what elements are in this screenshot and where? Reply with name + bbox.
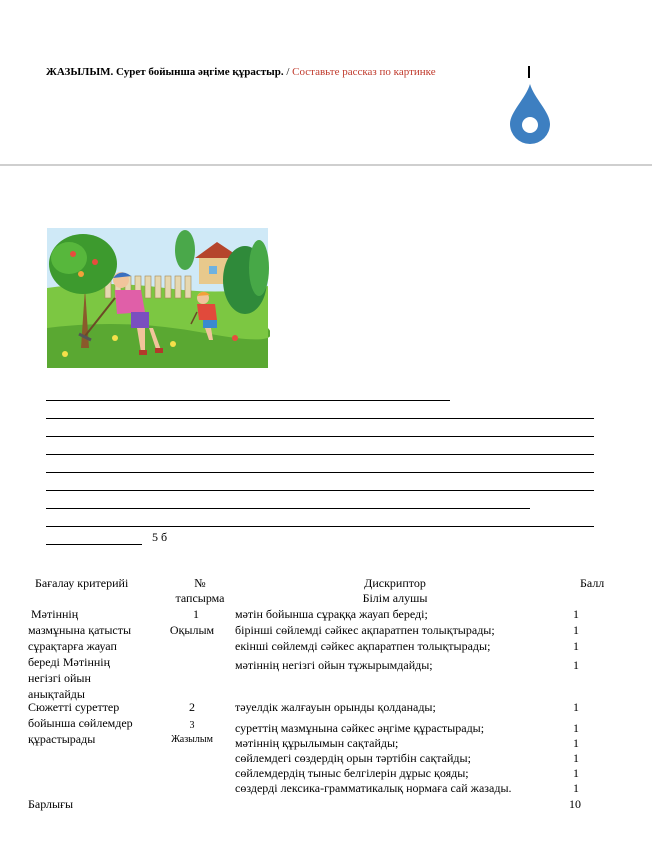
- criteria-1-line: мазмұнына қатысты: [28, 623, 132, 637]
- criteria-1-line: сұрақтарға жауап: [28, 639, 117, 653]
- descriptor-score: 1: [573, 658, 579, 672]
- header-descriptor: Дискриптор: [364, 576, 426, 590]
- criteria-2-line: Сюжетті суреттер: [28, 700, 120, 714]
- descriptor-score: 1: [573, 700, 579, 714]
- header-learner: Білім алушы: [362, 591, 428, 605]
- descriptor-item: мәтіннің негізгі ойын тұжырымдайды;: [235, 658, 433, 672]
- descriptor-score: 1: [573, 766, 579, 780]
- task-title-kz: ЖАЗЫЛЫМ. Сурет бойынша әңгіме құрастыр.: [46, 66, 284, 78]
- descriptor-item: сөйлемдегі сөздердің орын тәртібін сақтайды;: [235, 751, 471, 765]
- task-3-label: Жазылым: [171, 734, 213, 745]
- header-criteria: Бағалау критерийі: [35, 576, 129, 590]
- task-3-number: 3: [189, 720, 195, 731]
- descriptor-score: 1: [573, 623, 579, 637]
- header-score: Балл: [580, 576, 605, 590]
- writing-line: [46, 454, 594, 455]
- total-label: Барлығы: [28, 797, 74, 811]
- writing-line: [46, 526, 594, 527]
- task-1-number: 1: [193, 607, 199, 621]
- writing-line: [46, 400, 450, 401]
- task-title-ru: Составьте рассказ по картинке: [292, 66, 436, 78]
- descriptor-score: 1: [573, 721, 579, 735]
- header-task-label: тапсырма: [175, 591, 225, 605]
- descriptor-score: 1: [573, 781, 579, 795]
- writing-line: [46, 436, 594, 437]
- criteria-2-line: бойынша сөйлемдер: [28, 716, 133, 730]
- writing-line: [46, 418, 594, 419]
- criteria-1-line: Мәтіннің: [31, 607, 79, 621]
- task-2-number: 2: [189, 700, 195, 714]
- descriptor-item: тәуелдік жалғауын орынды қолданады;: [235, 700, 436, 714]
- descriptor-score: 1: [573, 736, 579, 750]
- writing-line: [46, 490, 594, 491]
- descriptor-score: 1: [573, 751, 579, 765]
- descriptor-item: сөйлемдердің тыныс белгілерін дұрыс қояды;: [235, 766, 469, 780]
- task-title-separator: /: [283, 66, 293, 78]
- criteria-1-line: анықтайды: [28, 687, 85, 701]
- writing-line: [46, 508, 530, 509]
- descriptor-item: мәтін бойынша сұраққа жауап береді;: [235, 607, 428, 621]
- criteria-1-line: негізгі ойын: [28, 671, 91, 685]
- criteria-1-line: береді Мәтіннің: [28, 655, 111, 669]
- descriptor-item: мәтіннің құрылымын сақтайды;: [235, 736, 399, 750]
- descriptor-item: екінші сөйлемді сәйкес ақпаратпен толықтырады;: [235, 639, 491, 653]
- header-task-no: №: [194, 576, 206, 590]
- writing-line: [46, 472, 594, 473]
- writing-line-short: [46, 544, 142, 545]
- descriptor-score: 1: [573, 639, 579, 653]
- descriptor-item: бірінші сөйлемді сәйкес ақпаратпен толықтырады;: [235, 623, 495, 637]
- descriptor-score: 1: [573, 607, 579, 621]
- criteria-2-line: құрастырады: [28, 732, 96, 746]
- task-points: 5 б: [152, 530, 168, 544]
- descriptor-item: сөздерді лексика-грамматикалық нормаға сай жазады.: [235, 781, 512, 795]
- writing-area: [46, 0, 606, 560]
- total-score: 10: [569, 797, 581, 811]
- task-1-label: Оқылым: [169, 623, 215, 637]
- descriptor-item: суреттің мазмұнына сәйкес әңгіме құрастырады;: [235, 721, 485, 735]
